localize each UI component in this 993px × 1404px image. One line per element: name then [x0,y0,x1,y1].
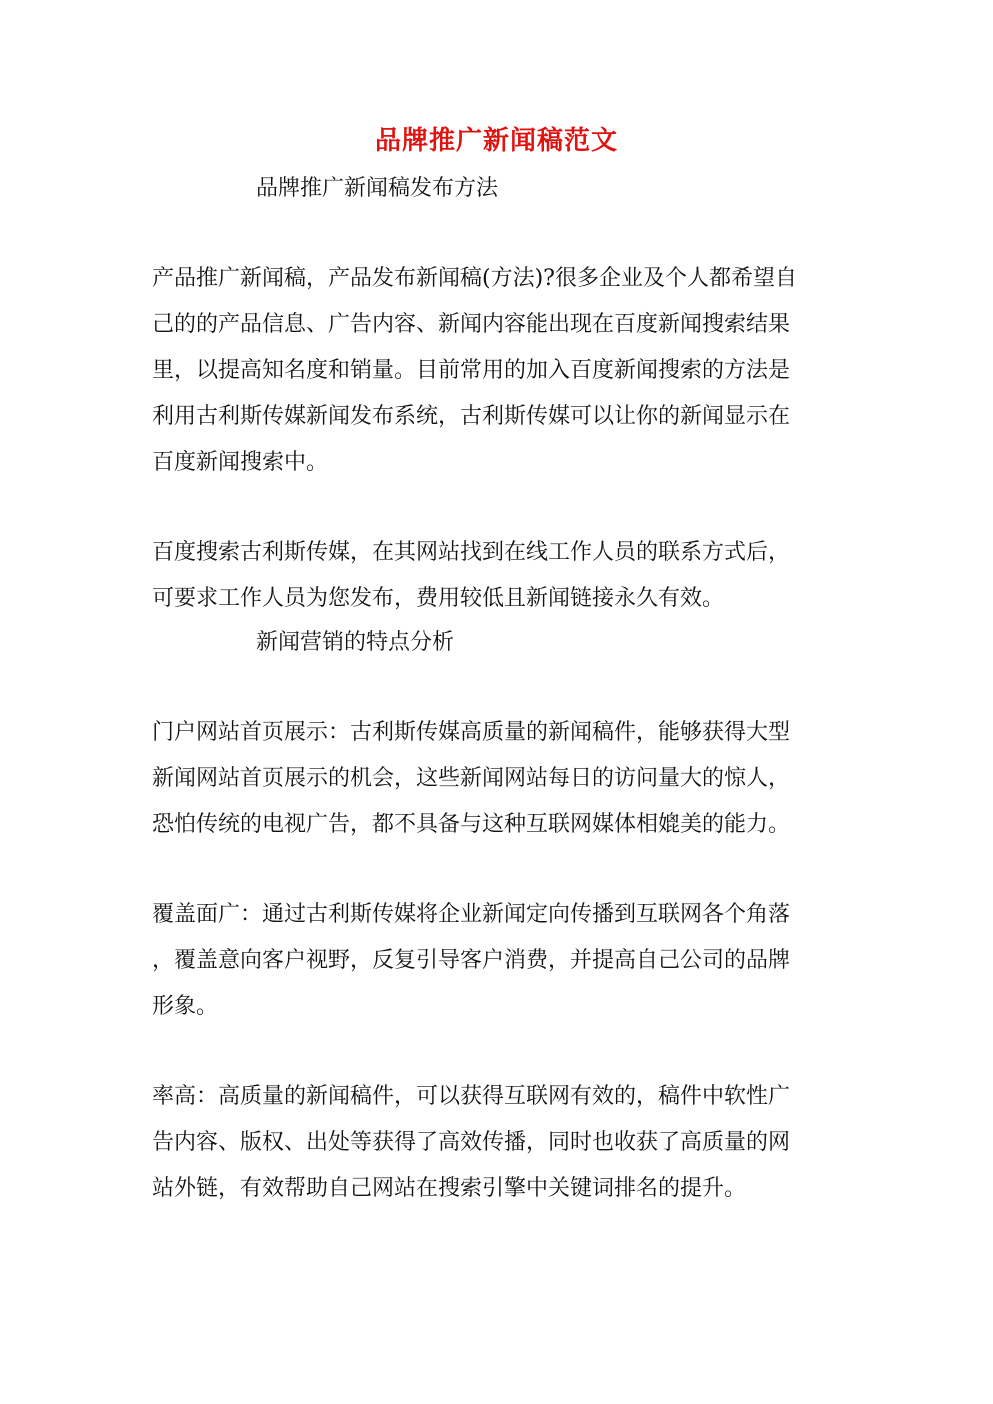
paragraph-line: 告内容、版权、出处等获得了高效传播，同时也收获了高质量的网 [152,1130,791,1155]
paragraph-line: 新闻网站首页展示的机会，这些新闻网站每日的访问量大的惊人， [152,766,791,791]
paragraph-line: 形象。 [152,994,219,1019]
paragraph-line: ，覆盖意向客户视野，反复引导客户消费，并提高自己公司的品牌 [152,948,791,973]
section-heading-features: 新闻营销的特点分析 [256,630,455,655]
paragraph-line: 百度搜索古利斯传媒，在其网站找到在线工作人员的联系方式后， [152,540,791,565]
paragraph-line: 产品推广新闻稿，产品发布新闻稿(方法)?很多企业及个人都希望自 [152,266,797,291]
section-heading-publish-method: 品牌推广新闻稿发布方法 [256,176,499,201]
paragraph-line: 百度新闻搜索中。 [152,450,329,475]
paragraph-line: 利用古利斯传媒新闻发布系统，古利斯传媒可以让你的新闻显示在 [152,404,791,429]
paragraph-line: 覆盖面广：通过古利斯传媒将企业新闻定向传播到互联网各个角落 [152,902,791,927]
document-title: 品牌推广新闻稿范文 [374,126,618,156]
paragraph-line: 站外链，有效帮助自己网站在搜索引擎中关键词排名的提升。 [152,1176,747,1201]
paragraph-line: 门户网站首页展示：古利斯传媒高质量的新闻稿件，能够获得大型 [152,720,791,745]
paragraph-line: 可要求工作人员为您发布，费用较低且新闻链接永久有效。 [152,586,725,611]
paragraph-line: 己的的产品信息、广告内容、新闻内容能出现在百度新闻搜索结果 [152,312,791,337]
paragraph-line: 恐怕传统的电视广告，都不具备与这种互联网媒体相媲美的能力。 [152,812,791,837]
paragraph-line: 率高：高质量的新闻稿件，可以获得互联网有效的，稿件中软性广 [152,1084,791,1109]
paragraph-line: 里，以提高知名度和销量。目前常用的加入百度新闻搜索的方法是 [152,358,791,383]
